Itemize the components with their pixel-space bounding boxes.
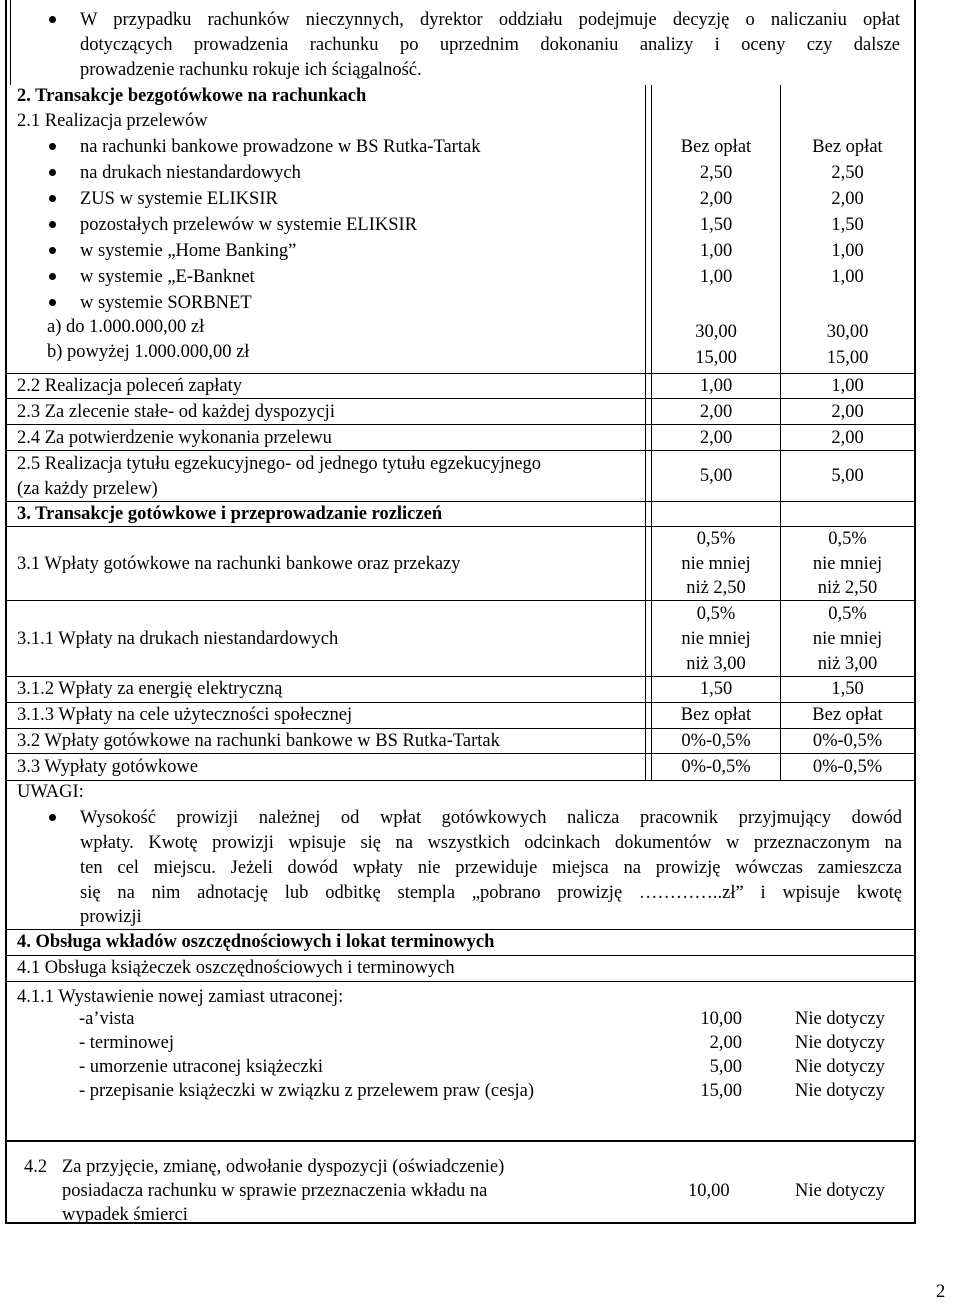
row-label: 3.1.2 Wpłaty za energię elektryczną — [17, 679, 283, 699]
fee-value: 1,50 — [699, 679, 733, 699]
row-rule — [5, 753, 916, 754]
section-4-2-number: 4.2 — [24, 1157, 48, 1177]
passbook-item-label: -a’vista — [79, 1009, 135, 1029]
fee-value: 2,00 — [831, 189, 864, 209]
bullet-icon — [49, 221, 56, 228]
fee-value: 15,00 — [695, 348, 737, 368]
transfer-item-label: pozostałych przelewów w systemie ELIKSIR — [80, 215, 418, 235]
bullet-icon — [49, 143, 56, 150]
fee-value: Nie dotyczy — [795, 1057, 885, 1077]
bullet-icon — [49, 814, 56, 821]
fee-value: 5,00 — [699, 466, 733, 486]
fee-value: 2,50 — [699, 163, 733, 183]
bullet-icon — [49, 195, 56, 202]
fee-value: nie mniej — [812, 629, 883, 649]
section-4-1-title: 4.1 Obsługa książeczek oszczędnościowych i terminowych — [17, 958, 455, 978]
notes-line: się na nim adnotację lub odbitkę stempla „pobrano prowizję …………..zł” i wpisuje kwotę — [80, 883, 902, 903]
row-rule — [5, 780, 916, 781]
fee-value: Nie dotyczy — [795, 1033, 885, 1053]
row-rule — [5, 600, 916, 601]
transfer-item-label: ZUS w systemie ELIKSIR — [80, 189, 278, 209]
notes-title: UWAGI: — [17, 782, 84, 802]
fee-value: 0,5% — [696, 529, 736, 549]
fee-value: 1,50 — [831, 215, 864, 235]
transfer-item-label: w systemie „Home Banking” — [80, 241, 297, 261]
row-label: 3.1 Wpłaty gotówkowe na rachunki bankowe oraz przekazy — [17, 554, 461, 574]
row-label: 3.2 Wpłaty gotówkowe na rachunki bankowe w BS Rutka-Tartak — [17, 731, 500, 751]
fee-value: 2,00 — [709, 1033, 742, 1053]
fee-value: 2,00 — [699, 402, 733, 422]
fee-value: 10,00 — [700, 1009, 742, 1029]
row-label: 3.1.1 Wpłaty na drukach niestandardowych — [17, 629, 339, 649]
fee-value: 0%-0,5% — [681, 757, 751, 777]
sorbnet-sub-label: a) do 1.000.000,00 zł — [47, 317, 205, 337]
section-2-1-title: 2.1 Realizacja przelewów — [17, 111, 208, 131]
intro-line: W przypadku rachunków nieczynnych, dyrektor oddziału podejmuje decyzję o naliczaniu opłat — [80, 10, 900, 30]
row-label: 3.3 Wypłaty gotówkowe — [17, 757, 198, 777]
fee-value: nie mniej — [812, 554, 883, 574]
fee-value: niż 2,50 — [817, 578, 878, 598]
fee-value: Bez opłat — [812, 137, 883, 157]
fee-value: 0,5% — [696, 604, 736, 624]
fee-value: 2,00 — [699, 189, 733, 209]
transfer-item-label: w systemie „E-Banknet — [80, 267, 255, 287]
fee-value: 1,50 — [831, 679, 864, 699]
row-label: 2.4 Za potwierdzenie wykonania przelewu — [17, 428, 332, 448]
sorbnet-sub-label: b) powyżej 1.000.000,00 zł — [47, 342, 250, 362]
bullet-icon — [49, 16, 56, 23]
fee-value: 1,00 — [699, 267, 733, 287]
row-label: 2.5 Realizacja tytułu egzekucyjnego- od jednego tytułu egzekucyjnego — [17, 454, 541, 474]
section-4-2-line: wypadek śmierci — [62, 1205, 188, 1225]
notes-line: wpłaty. Kwotę prowizji wpisuje się na wszystkich odcinkach dokumentów w przeznaczonym na — [80, 833, 902, 853]
fee-value: Nie dotyczy — [795, 1081, 885, 1101]
fee-value: 0%-0,5% — [812, 731, 883, 751]
fee-value: niż 3,00 — [817, 654, 878, 674]
fee-value: 2,00 — [699, 428, 733, 448]
row-rule — [5, 450, 916, 451]
passbook-item-label: - umorzenie utraconej książeczki — [79, 1057, 323, 1077]
section-4-1-1-title: 4.1.1 Wystawienie nowej zamiast utraconej: — [17, 987, 344, 1007]
fee-value: Nie dotyczy — [795, 1009, 885, 1029]
section-2-heading: 2. Transakcje bezgotówkowe na rachunkach — [17, 86, 367, 106]
notes-line: prowizji — [80, 907, 142, 927]
row-rule — [5, 398, 916, 399]
fee-value: niż 3,00 — [686, 654, 746, 674]
fee-value: 15,00 — [700, 1081, 742, 1101]
fee-value: 1,50 — [699, 215, 733, 235]
row-label: 3.1.3 Wpłaty na cele użyteczności społecznej — [17, 705, 353, 725]
row-rule — [5, 1140, 916, 1142]
fee-value: nie mniej — [681, 629, 751, 649]
section-4-2-line: posiadacza rachunku w sprawie przeznaczenia wkładu na — [62, 1181, 488, 1201]
table-border-left — [5, 0, 7, 1224]
transfer-item-label: na drukach niestandardowych — [80, 163, 301, 183]
fee-value: 15,00 — [826, 348, 869, 368]
row-rule — [5, 424, 916, 425]
fee-value: 1,00 — [831, 241, 864, 261]
row-label: (za każdy przelew) — [17, 479, 158, 499]
fee-value: 30,00 — [695, 322, 737, 342]
bullet-icon — [49, 299, 56, 306]
fee-value: 1,00 — [699, 376, 733, 396]
bullet-icon — [49, 247, 56, 254]
fee-value: 1,00 — [831, 267, 864, 287]
transfer-item-label: w systemie SORBNET — [80, 293, 252, 313]
row-rule — [5, 981, 916, 982]
notes-line: Wysokość prowizji należnej od wpłat gotówkowych nalicza pracownik przyjmujący dowód — [80, 808, 902, 828]
fee-value: 2,50 — [831, 163, 864, 183]
fee-value: 30,00 — [826, 322, 869, 342]
bullet-icon — [49, 169, 56, 176]
fee-value: 0%-0,5% — [812, 757, 883, 777]
fee-value: 5,00 — [831, 466, 864, 486]
fee-value: 0,5% — [828, 604, 867, 624]
table-border-left-inner — [10, 0, 11, 85]
section-3-heading: 3. Transakcje gotówkowe i przeprowadzanie rozliczeń — [17, 504, 443, 524]
fee-value: 1,00 — [831, 376, 864, 396]
fee-value: 10,00 — [688, 1181, 730, 1201]
fee-value: Nie dotyczy — [795, 1181, 885, 1201]
fee-value: Bez opłat — [812, 705, 883, 725]
fee-value: 1,00 — [699, 241, 733, 261]
table-border-right — [914, 0, 916, 1224]
passbook-item-label: - terminowej — [79, 1033, 175, 1053]
fee-value: 2,00 — [831, 402, 864, 422]
transfer-item-label: na rachunki bankowe prowadzone w BS Rutka-Tartak — [80, 137, 481, 157]
notes-line: ten cel miejscu. Jeżeli dowód wpłaty nie przewiduje miejsca na prowizję wówczas zamieszcza — [80, 858, 902, 878]
page-number: 2 — [936, 1282, 946, 1302]
section-4-2-line: Za przyjęcie, zmianę, odwołanie dyspozycji (oświadczenie) — [62, 1157, 505, 1177]
passbook-item-label: - przepisanie książeczki w związku z przelewem praw (cesja) — [79, 1081, 535, 1101]
section-4-heading: 4. Obsługa wkładów oszczędnościowych i lokat terminowych — [17, 932, 495, 952]
fee-value: nie mniej — [681, 554, 751, 574]
row-label: 2.2 Realizacja poleceń zapłaty — [17, 376, 242, 396]
fee-value: 5,00 — [709, 1057, 742, 1077]
fee-value: 2,00 — [831, 428, 864, 448]
bullet-icon — [49, 273, 56, 280]
row-label: 2.3 Za zlecenie stałe- od każdej dyspozycji — [17, 402, 335, 422]
fee-value: niż 2,50 — [686, 578, 746, 598]
intro-line: dotyczących prowadzenia rachunku po uprzednim dokonaniu analizy i oceny czy dalsze — [80, 35, 900, 55]
fee-value: Bez opłat — [680, 705, 752, 725]
fee-value: Bez opłat — [680, 137, 752, 157]
intro-line: prowadzenie rachunku rokuje ich ściągalność. — [80, 60, 422, 80]
fee-value: 0,5% — [828, 529, 867, 549]
fee-value: 0%-0,5% — [681, 731, 751, 751]
